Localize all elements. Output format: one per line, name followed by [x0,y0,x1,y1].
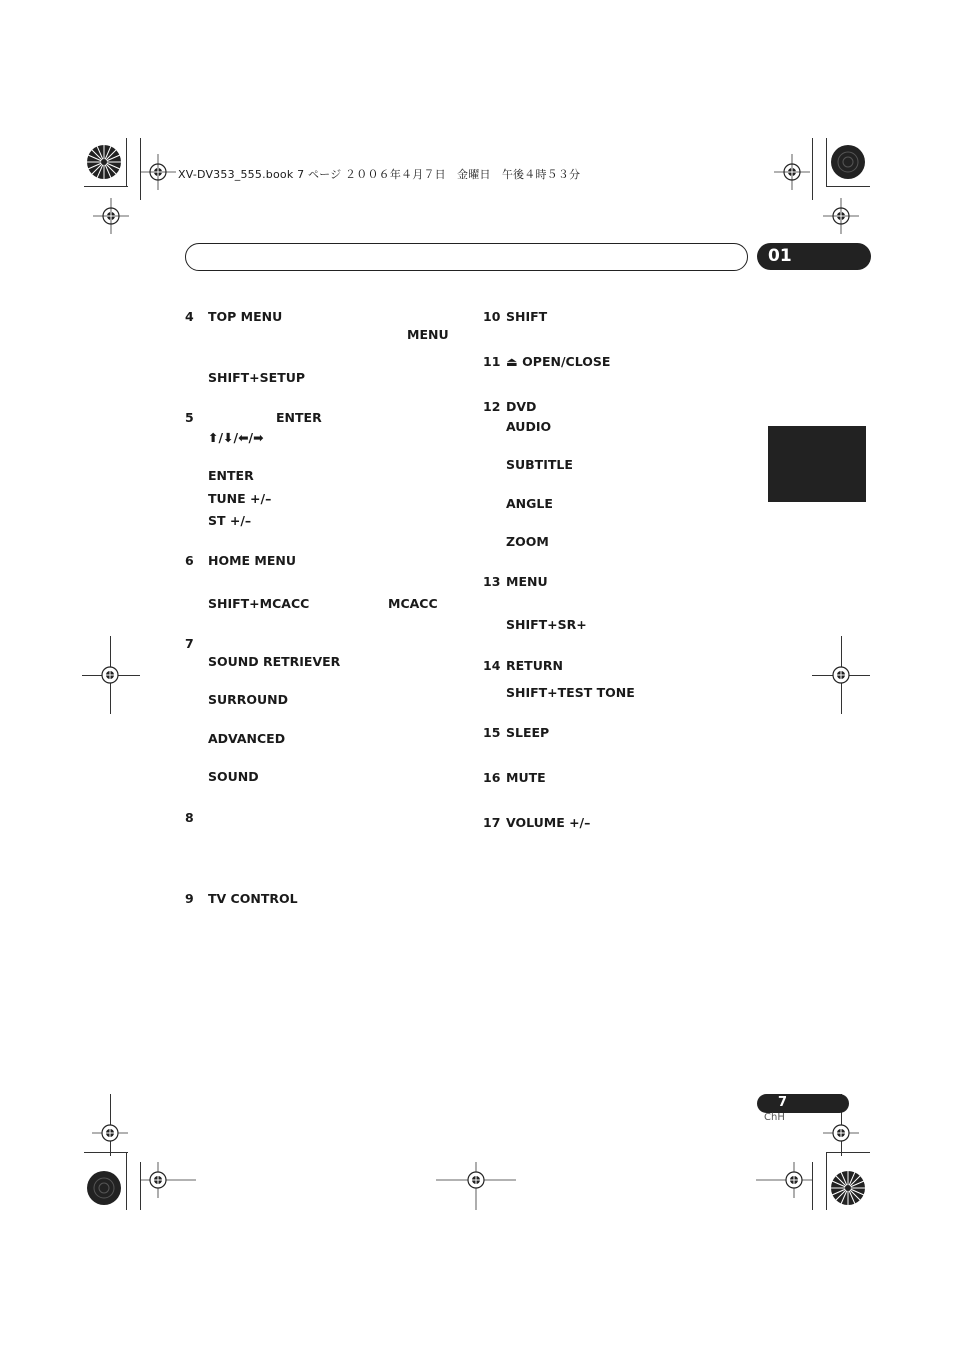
item-number: 4 [185,309,194,324]
item-number: 11 [483,354,501,369]
page-number-tab [757,1094,849,1113]
header-bar [185,243,748,271]
side-language-block [768,426,866,502]
starburst-circle-icon [84,142,124,182]
item-label: TV CONTROL [208,891,298,906]
item-label: ANGLE [506,496,553,511]
crosshair-target-icon [823,657,859,693]
item-label: TUNE +/– [208,491,272,506]
item-label: MENU [506,574,548,589]
item-label: ENTER [276,410,322,425]
crosshair-target-icon [756,1162,812,1198]
language-code: ChH [764,1112,785,1123]
item-label: SUBTITLE [506,457,573,472]
crosshair-target-icon [140,1162,196,1198]
item-label: SOUND [208,769,259,784]
item-label: SHIFT+SR+ [506,617,587,632]
item-number: 8 [185,810,194,825]
item-number: 7 [185,636,194,651]
crosshair-target-icon [823,198,859,234]
item-label: RETURN [506,658,563,673]
chapter-number: 01 [768,246,792,266]
item-label: MUTE [506,770,546,785]
crop-line [126,1152,127,1210]
crop-line [826,1152,870,1153]
item-label: HOME MENU [208,553,297,568]
item-number: 12 [483,399,501,414]
crop-line [812,138,813,200]
item-label: MCACC [388,596,438,611]
crop-line [126,138,127,186]
item-label: ZOOM [506,534,549,549]
crop-line [826,186,870,187]
item-label: ADVANCED [208,731,286,746]
arrow-keys-label: ⬆/⬇/⬅/➡ [208,430,264,445]
crosshair-target-icon [93,198,129,234]
item-number: 5 [185,410,194,425]
item-number: 9 [185,891,194,906]
crop-line [84,186,128,187]
item-label: ENTER [208,468,254,483]
crop-line [812,1162,813,1210]
crosshair-target-icon [92,657,128,693]
registration-mark-icon [828,142,868,182]
page-number: 7 [778,1095,788,1110]
item-number: 14 [483,658,501,673]
item-label: ST +/– [208,513,252,528]
item-number: 13 [483,574,501,589]
item-number: 10 [483,309,501,324]
item-label: SHIFT+MCACC [208,596,310,611]
item-number: 17 [483,815,501,830]
item-label: SOUND RETRIEVER [208,654,341,669]
item-label: SHIFT+TEST TONE [506,685,635,700]
item-label: SURROUND [208,692,289,707]
item-label: SHIFT [506,309,548,324]
starburst-circle-icon [828,1168,868,1208]
item-label: SLEEP [506,725,550,740]
registration-mark-icon [84,1168,124,1208]
item-label: AUDIO [506,419,552,434]
crosshair-target-icon [92,1115,128,1151]
crop-line [826,138,827,186]
item-number: 15 [483,725,501,740]
item-label: ⏏ OPEN/CLOSE [506,354,611,369]
crop-line [84,1152,128,1153]
crosshair-target-icon [436,1162,516,1210]
chapter-tab [757,243,871,270]
item-number: 6 [185,553,194,568]
item-label: SHIFT+SETUP [208,370,306,385]
item-number: 16 [483,770,501,785]
item-label: DVD [506,399,537,414]
item-label: MENU [407,327,449,342]
crosshair-target-icon [140,154,176,190]
crop-line [826,1152,827,1210]
crosshair-target-icon [774,154,810,190]
crosshair-target-icon [823,1115,859,1151]
item-label: VOLUME +/– [506,815,591,830]
item-label: TOP MENU [208,309,283,324]
print-header-line: XV-DV353_555.book 7 ページ ２００６年４月７日 金曜日 午後４時５３分 [178,168,581,181]
